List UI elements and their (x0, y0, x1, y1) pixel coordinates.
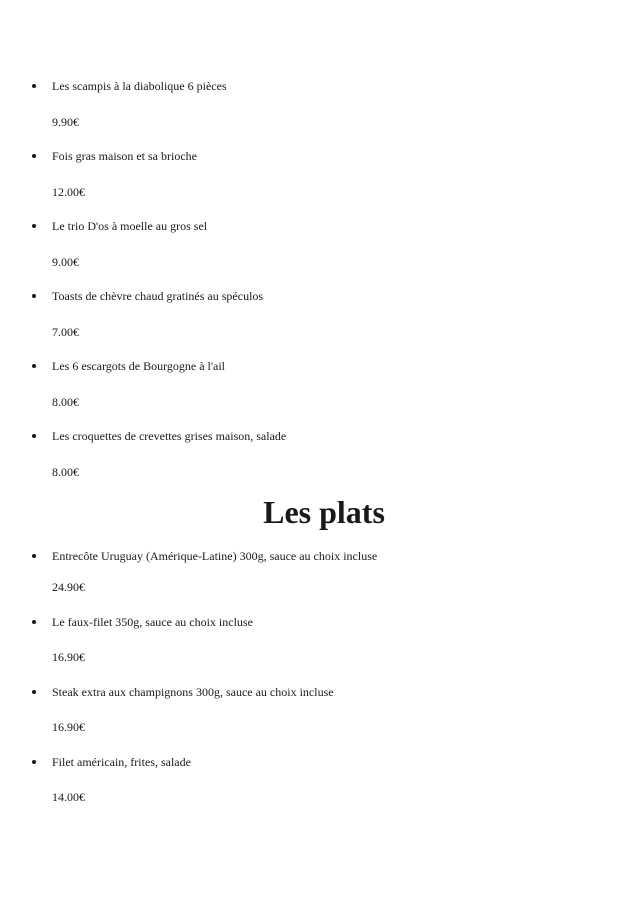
bullet-icon (32, 224, 36, 228)
item-price: 16.90€ (52, 720, 85, 734)
item-price: 8.00€ (52, 395, 79, 409)
item-name: Les scampis à la diabolique 6 pièces (52, 79, 227, 93)
item-name: Le faux-filet 350g, sauce au choix incluse (52, 615, 253, 629)
item-price: 8.00€ (52, 465, 79, 479)
item-name: Les croquettes de crevettes grises maison, salade (52, 429, 287, 443)
item-price: 24.90€ (52, 580, 85, 594)
item-name: Entrecôte Uruguay (Amérique-Latine) 300g, sauce au choix incluse (52, 549, 378, 563)
bullet-icon (32, 554, 36, 558)
bullet-icon (32, 364, 36, 368)
bullet-icon (32, 434, 36, 438)
item-name: Les 6 escargots de Bourgogne à l'ail (52, 359, 226, 373)
item-price: 14.00€ (52, 790, 85, 804)
item-name: Steak extra aux champignons 300g, sauce au choix incluse (52, 685, 334, 699)
item-price: 7.00€ (52, 325, 79, 339)
item-price: 16.90€ (52, 650, 85, 664)
bullet-icon (32, 690, 36, 694)
item-name: Toasts de chèvre chaud gratinés au spéculos (52, 289, 264, 303)
bullet-icon (32, 760, 36, 764)
bullet-icon (32, 294, 36, 298)
bullet-icon (32, 620, 36, 624)
item-price: 12.00€ (52, 185, 85, 199)
item-price: 9.00€ (52, 255, 79, 269)
item-name: Filet américain, frites, salade (52, 755, 191, 769)
bullet-icon (32, 84, 36, 88)
section-title-plats: Les plats (263, 494, 385, 530)
item-price: 9.90€ (52, 115, 79, 129)
bullet-icon (32, 154, 36, 158)
item-name: Fois gras maison et sa brioche (52, 149, 197, 163)
item-name: Le trio D'os à moelle au gros sel (52, 219, 208, 233)
